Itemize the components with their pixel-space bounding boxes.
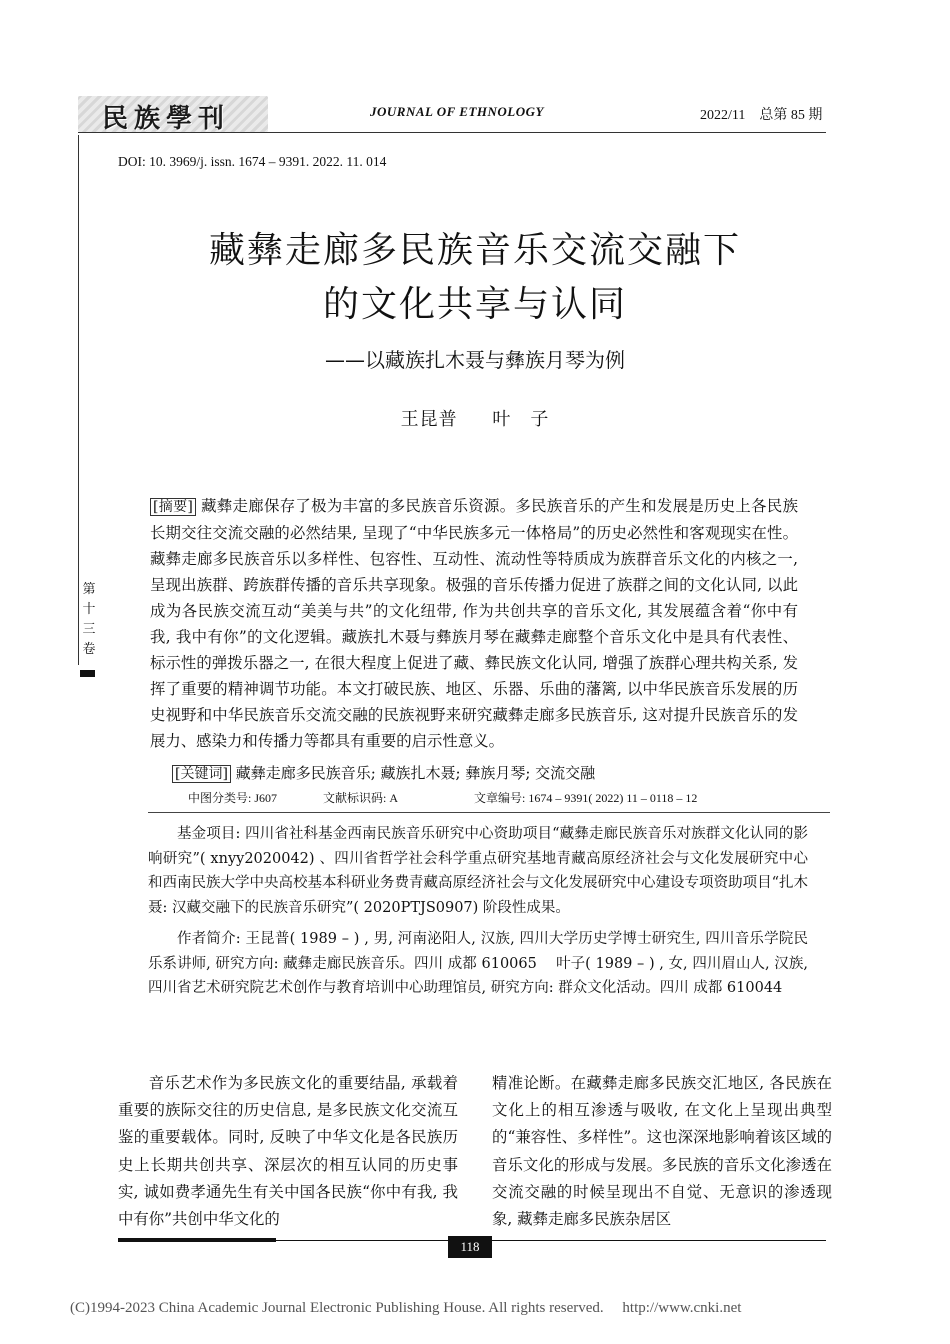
issue-info: 2022/11 总第 85 期: [700, 108, 823, 123]
article-notes: [148, 822, 808, 1001]
footer-rule-thick: [118, 1238, 276, 1242]
author-note: 作者简介: 王昆普( 1989 – ) , 男, 河南泌阳人, 汉族, 四川大学历史学博士研究生, 四川音乐学院民乐系讲师, 研究方向: 藏彝走廊民族音乐。四川 成都 610065 叶子( 1989 – ) , 女, 四川眉山人, 汉族, 四川省艺术研究院艺术创作与教育培训中心助理馆员, 研究方向: 群众文化活动。四川 成都 610044: [148, 931, 808, 996]
page-number: 118: [448, 1236, 492, 1258]
keywords-text: 藏彝走廊多民族音乐; 藏族扎木聂; 彝族月琴; 交流交融: [235, 764, 596, 782]
author-1: 王昆普: [400, 409, 458, 430]
journal-english-name: JOURNAL OF ETHNOLOGY: [370, 104, 544, 119]
volume-char: 三: [82, 622, 96, 637]
volume-label: [78, 580, 100, 660]
document-code: 文献标识码: A: [323, 791, 399, 805]
volume-char: 卷: [82, 642, 96, 657]
abstract-text: 藏彝走廊保存了极为丰富的多民族音乐资源。多民族音乐的产生和发展是历史上各民族长期交往交流交融的必然结果, 呈现了“中华民族多元一体格局”的历史必然性和客观现实在性。藏彝走廊多民族音乐以多样性、包容性、互动性、流动性等特质成为族群音乐文化的内核之一, 呈现出族群、跨族群传播的音乐共享现象。极强的音乐传播力促进了族群之间的文化认同, 以此成为各民族交流互动“美美与共”的文化纽带, 作为共创共享的音乐文化, 其发展蕴含着“你中有我, 我中有你”的文化逻辑。藏族扎木聂与彝族月琴在藏彝走廊整个音乐文化中是具有代表性、标示性的弹拨乐器之一, 在很大程度上促进了藏、彝民族文化认同, 增强了族群心理共构关系, 发挥了重要的精神调节功能。本文打破民族、地区、乐器、乐曲的藩篱, 以中华民族音乐发展的历史视野和中华民族音乐交流交融的民族视野来研究藏彝走廊多民族音乐, 这对提升民族音乐的发展力、感染力和传播力等都具有重要的启示性意义。: [150, 497, 798, 750]
section-rule: [148, 812, 830, 813]
header-rule: [78, 132, 826, 133]
abstract-label: [摘要]: [150, 498, 196, 516]
body-paragraph: 精准论断。在藏彝走廊多民族交汇地区, 各民族在文化上的相互渗透与吸收, 在文化上呈现出典型的“兼容性、多样性”。这也深深地影响着该区域的音乐文化的形成与发展。多民族的音乐文化渗透在交流交融的时候呈现出不自觉、无意识的渗透现象, 藏彝走廊多民族杂居区: [492, 1074, 832, 1229]
volume-bar: [80, 670, 95, 677]
body-column-right: [492, 1070, 832, 1233]
body-paragraph: 音乐艺术作为多民族文化的重要结晶, 承载着重要的族际交往的历史信息, 是多民族文化交流互鉴的重要载体。同时, 反映了中华文化是各民族历史上长期共创共享、深层次的相互认同的历史事实, 诚如费孝通先生有关中国各民族“你中有我, 我中有你”共创中华文化的: [118, 1074, 458, 1229]
doi: DOI: 10. 3969/j. issn. 1674 – 9391. 2022. 11. 014: [118, 154, 387, 169]
footer-rule-thin: [276, 1240, 826, 1241]
author-2: 叶 子: [492, 409, 550, 430]
volume-char: 第: [82, 582, 96, 597]
abstract: [150, 493, 798, 754]
logo-text: 民族學刊: [102, 104, 231, 132]
copyright-notice: (C)1994-2023 China Academic Journal Electronic Publishing House. All rights reserved. http://www.cnki.net: [70, 1300, 742, 1316]
fund-note: 基金项目: 四川省社科基金西南民族音乐研究中心资助项目“藏彝走廊民族音乐对族群文化认同的影响研究”( xnyy2020042) 、四川省哲学社会科学重点研究基地青藏高原经济社会与文化发展研究中心和西南民族大学中央高校基本科研业务费青藏高原经济社会与文化发展研究中心建设专项资助项目“扎木聂: 汉藏交融下的民族音乐研究”( 2020PTJS0907) 阶段性成果。: [148, 826, 808, 916]
journal-logo: [78, 96, 268, 132]
keywords: [172, 762, 812, 783]
subtitle: ——以藏族扎木聂与彝族月琴为例: [325, 348, 625, 372]
title-line-1: 藏彝走廊多民族音乐交流交融下: [208, 230, 741, 271]
body-column-left: [118, 1070, 458, 1233]
keywords-label: [关键词]: [172, 765, 231, 783]
classification-line: [188, 789, 808, 806]
volume-char: 十: [82, 602, 96, 617]
clc-code: 中图分类号: J607: [188, 791, 278, 805]
article-number: 文章编号: 1674 – 9391( 2022) 11 – 0118 – 12: [474, 791, 698, 805]
title-line-2: 的文化共享与认同: [322, 284, 627, 325]
authors: [80, 405, 870, 431]
